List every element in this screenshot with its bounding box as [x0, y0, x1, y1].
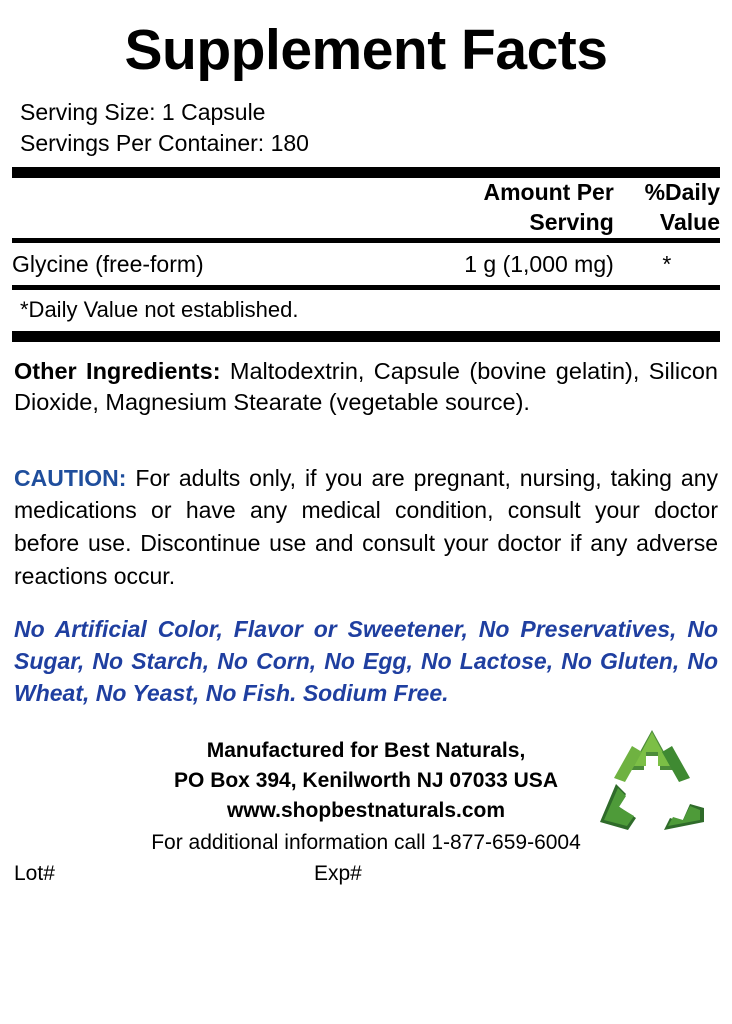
- daily-value-footnote: *Daily Value not established.: [20, 297, 299, 323]
- caution-text: For adults only, if you are pregnant, nursing, taking any medications or have any medical condition, consult your doctor before use. Discontinue use and consult your doctor if any adverse reactions occur.: [14, 464, 718, 589]
- lot-label: Lot#: [14, 862, 55, 886]
- nutrient-name: Glycine (free-form): [12, 250, 204, 277]
- nutrition-table: [12, 178, 720, 238]
- nutrient-amount: 1 g (1,000 mg): [464, 250, 614, 277]
- divider-thick-bottom: [12, 331, 720, 342]
- lot-exp-row: [12, 862, 720, 886]
- other-ingredients-label: Other Ingredients:: [14, 357, 221, 384]
- table-row: [12, 243, 720, 285]
- footer-block: [12, 736, 720, 887]
- header-amount-line1: Amount Per: [483, 179, 614, 206]
- supplement-facts-panel: [12, 8, 720, 1016]
- company-website: www.shopbestnaturals.com: [226, 799, 506, 823]
- table-header-row: [12, 178, 720, 238]
- serving-size: Serving Size: 1 Capsule: [20, 99, 266, 125]
- servings-per-container: Servings Per Container: 180: [20, 130, 309, 157]
- divider-thick-top: [12, 167, 720, 178]
- header-amount-per-serving: [401, 178, 613, 238]
- nutrient-rows: [12, 243, 720, 285]
- header-daily-value: [614, 178, 720, 238]
- nutrient-daily-value: *: [662, 250, 672, 277]
- header-blank-cell: [12, 178, 401, 238]
- serving-info: [12, 97, 720, 159]
- recycle-icon: [592, 726, 712, 836]
- free-from-claims: No Artificial Color, Flavor or Sweetener, No Preservatives, No Sugar, No Starch, No Corn, No Egg, No Lactose, No Gluten, No Wheat, No Yeast, No Fish. Sodium Free.: [14, 616, 718, 706]
- header-amount-line2: Serving: [529, 208, 614, 235]
- header-dv-line1: %Daily: [644, 179, 720, 206]
- caution-label: CAUTION:: [14, 464, 127, 491]
- other-ingredients-text: Maltodextrin, Capsule (bovine gelatin), Silicon Dioxide, Magnesium Stearate (vegetable source).: [14, 357, 718, 415]
- contact-phone: For additional information call 1-877-659-6004: [151, 830, 581, 854]
- manufactured-for: Manufactured for Best Naturals,: [206, 738, 526, 762]
- header-dv-line2: Value: [659, 208, 720, 235]
- company-address: PO Box 394, Kenilworth NJ 07033 USA: [174, 768, 558, 792]
- caution-statement: [12, 462, 720, 593]
- exp-label: Exp#: [314, 862, 362, 886]
- other-ingredients: [12, 356, 720, 418]
- page-title: Supplement Facts: [124, 18, 608, 82]
